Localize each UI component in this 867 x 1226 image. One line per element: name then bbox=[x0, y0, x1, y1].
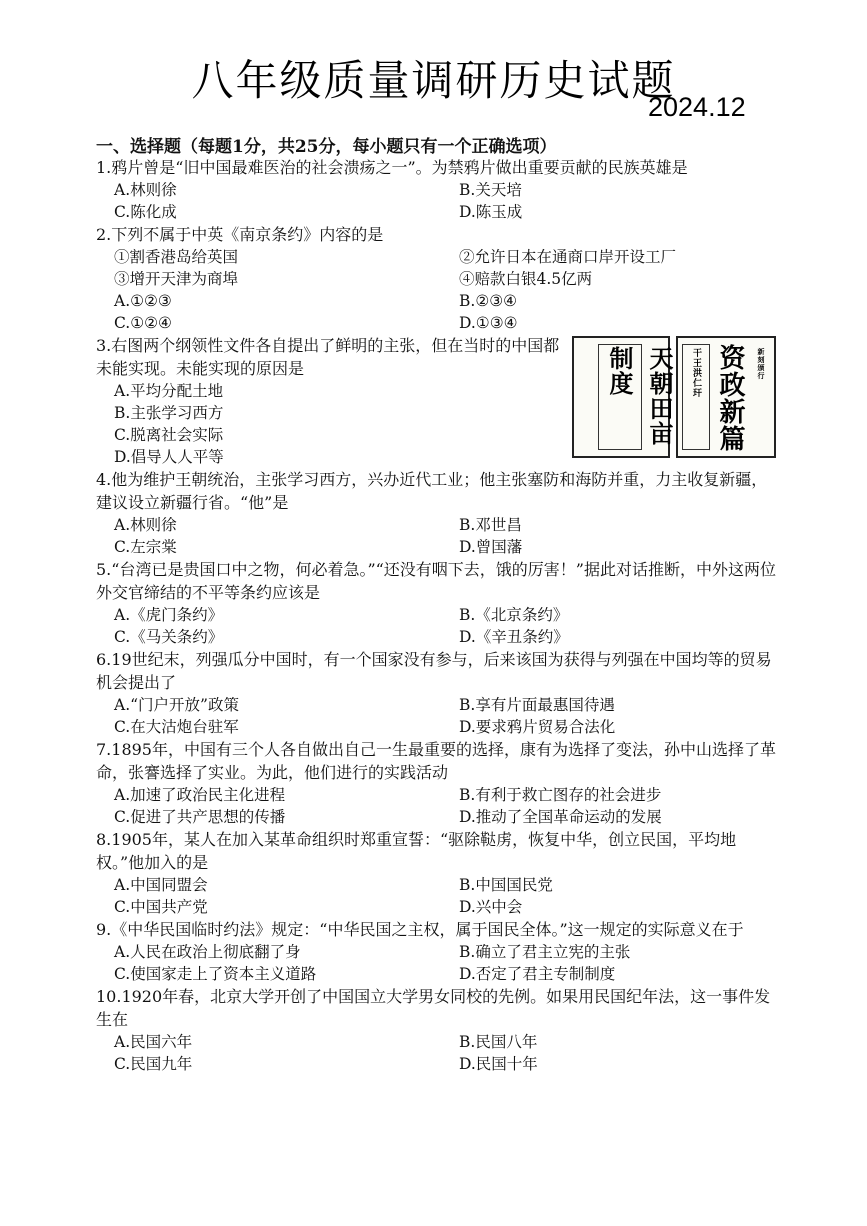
tianchao-document-image bbox=[572, 336, 674, 458]
question-stem: 5.“台湾已是贵国口中之物，何必着急。”“还没有咽下去，饿的厉害！”据此对话推断，中外这两位外交官缔结的不平等条约应该是 bbox=[96, 560, 776, 602]
option-c: C.民国九年 bbox=[114, 1055, 193, 1073]
option-d: D.否定了君主专制制度 bbox=[459, 965, 616, 983]
question-10 bbox=[96, 985, 776, 1075]
option-d: D.陈玉成 bbox=[459, 203, 523, 221]
statement-1: ①割香港岛给英国 bbox=[114, 248, 239, 266]
option-c: C.《马关条约》 bbox=[114, 628, 224, 646]
option-a: A.林则徐 bbox=[114, 181, 177, 199]
option-a: A.“门户开放”政策 bbox=[114, 696, 239, 714]
option-d: D.曾国藩 bbox=[459, 538, 523, 556]
question-6 bbox=[96, 648, 776, 738]
option-d: D.①③④ bbox=[459, 314, 518, 332]
question-2 bbox=[96, 223, 776, 334]
zizheng-document-image bbox=[676, 336, 776, 458]
doc2-side-note: 新刻颁行 bbox=[757, 348, 766, 380]
question-stem: 9.《中华民国临时约法》规定：“中华民国之主权，属于国民全体。”这一规定的实际意义在于 bbox=[96, 920, 744, 939]
option-c: C.左宗棠 bbox=[114, 538, 177, 556]
doc1-title: 天朝田亩制度 bbox=[605, 346, 674, 446]
question-8 bbox=[96, 828, 776, 918]
question-stem: 8.1905年，某人在加入某革命组织时郑重宣誓：“驱除鞑虏，恢复中华，创立民国，平均地权。”他加入的是 bbox=[96, 830, 737, 872]
statement-2: ②允许日本在通商口岸开设工厂 bbox=[459, 248, 677, 266]
option-b: B.确立了君主立宪的主张 bbox=[459, 943, 631, 961]
option-c: C.①②④ bbox=[114, 314, 172, 332]
question-stem: 6.19世纪末，列强瓜分中国时，有一个国家没有参与，后来该国为获得与列强在中国均等的贸易机会提出了 bbox=[96, 650, 772, 692]
option-a: A.《虎门条约》 bbox=[114, 606, 224, 624]
question-1 bbox=[96, 156, 776, 223]
option-b: B.享有片面最惠国待遇 bbox=[459, 696, 615, 714]
option-c: C.脱离社会实际 bbox=[114, 426, 224, 444]
option-a: A.加速了政治民主化进程 bbox=[114, 786, 286, 804]
question-9 bbox=[96, 918, 776, 985]
option-b: B.关天培 bbox=[459, 181, 522, 199]
option-a: A.林则徐 bbox=[114, 516, 177, 534]
question-stem: 7.1895年，中国有三个人各自做出自己一生最重要的选择，康有为选择了变法，孙中山选择了革命，张謇选择了实业。为此，他们进行的实践活动 bbox=[96, 740, 776, 782]
option-b: B.民国八年 bbox=[459, 1033, 538, 1051]
question-stem: 1.鸦片曾是“旧中国最难医治的社会溃疡之一”。为禁鸦片做出重要贡献的民族英雄是 bbox=[96, 158, 688, 177]
option-b: B.主张学习西方 bbox=[114, 404, 224, 422]
option-c: C.陈化成 bbox=[114, 203, 177, 221]
option-a: A.民国六年 bbox=[114, 1033, 193, 1051]
option-d: D.民国十年 bbox=[459, 1055, 538, 1073]
option-c: C.在大沽炮台驻军 bbox=[114, 718, 239, 736]
option-c: C.促进了共产思想的传播 bbox=[114, 808, 286, 826]
option-a: A.中国同盟会 bbox=[114, 876, 208, 894]
option-b: B.②③④ bbox=[459, 292, 518, 310]
question-stem: 10.1920年春，北京大学开创了中国国立大学男女同校的先例。如果用民国纪年法，这一事件发生在 bbox=[96, 987, 771, 1029]
option-b: B.中国国民党 bbox=[459, 876, 553, 894]
option-c: C.中国共产党 bbox=[114, 898, 208, 916]
doc2-title: 资政新篇 bbox=[715, 344, 745, 452]
statement-4: ④赔款白银4.5亿两 bbox=[459, 270, 593, 288]
question-stem: 3.右图两个纲领性文件各自提出了鲜明的主张，但在当时的中国都未能实现。未能实现的原因是 bbox=[96, 336, 560, 378]
option-d: D.要求鸦片贸易合法化 bbox=[459, 718, 616, 736]
option-d: D.《辛丑条约》 bbox=[459, 628, 569, 646]
option-b: B.邓世昌 bbox=[459, 516, 522, 534]
statement-3: ③增开天津为商埠 bbox=[114, 270, 239, 288]
doc2-author: 干王洪仁玕 bbox=[691, 348, 701, 398]
option-d: D.倡导人人平等 bbox=[114, 448, 224, 466]
option-a: A.平均分配土地 bbox=[114, 382, 224, 400]
question-7 bbox=[96, 738, 776, 828]
option-a: A.①②③ bbox=[114, 292, 172, 310]
question-list bbox=[96, 156, 776, 1075]
option-c: C.使国家走上了资本主义道路 bbox=[114, 965, 317, 983]
question-5 bbox=[96, 558, 776, 648]
exam-title: 八年级质量调研历史试题 bbox=[191, 56, 676, 105]
option-a: A.人民在政治上彻底翻了身 bbox=[114, 943, 301, 961]
section-heading: 一、选择题（每题1分，共25分，每小题只有一个正确选项） bbox=[96, 137, 557, 157]
question-stem: 4.他为维护王朝统治，主张学习西方，兴办近代工业；他主张塞防和海防并重，力主收复新疆，建议设立新疆行省。“他”是 bbox=[96, 470, 768, 512]
option-d: D.推动了全国革命运动的发展 bbox=[459, 808, 662, 826]
option-d: D.兴中会 bbox=[459, 898, 523, 916]
question-4 bbox=[96, 468, 776, 558]
option-b: B.有利于救亡图存的社会进步 bbox=[459, 786, 662, 804]
exam-date: 2024.12 bbox=[648, 92, 746, 122]
question-stem: 2.下列不属于中英《南京条约》内容的是 bbox=[96, 225, 384, 244]
option-b: B.《北京条约》 bbox=[459, 606, 569, 624]
